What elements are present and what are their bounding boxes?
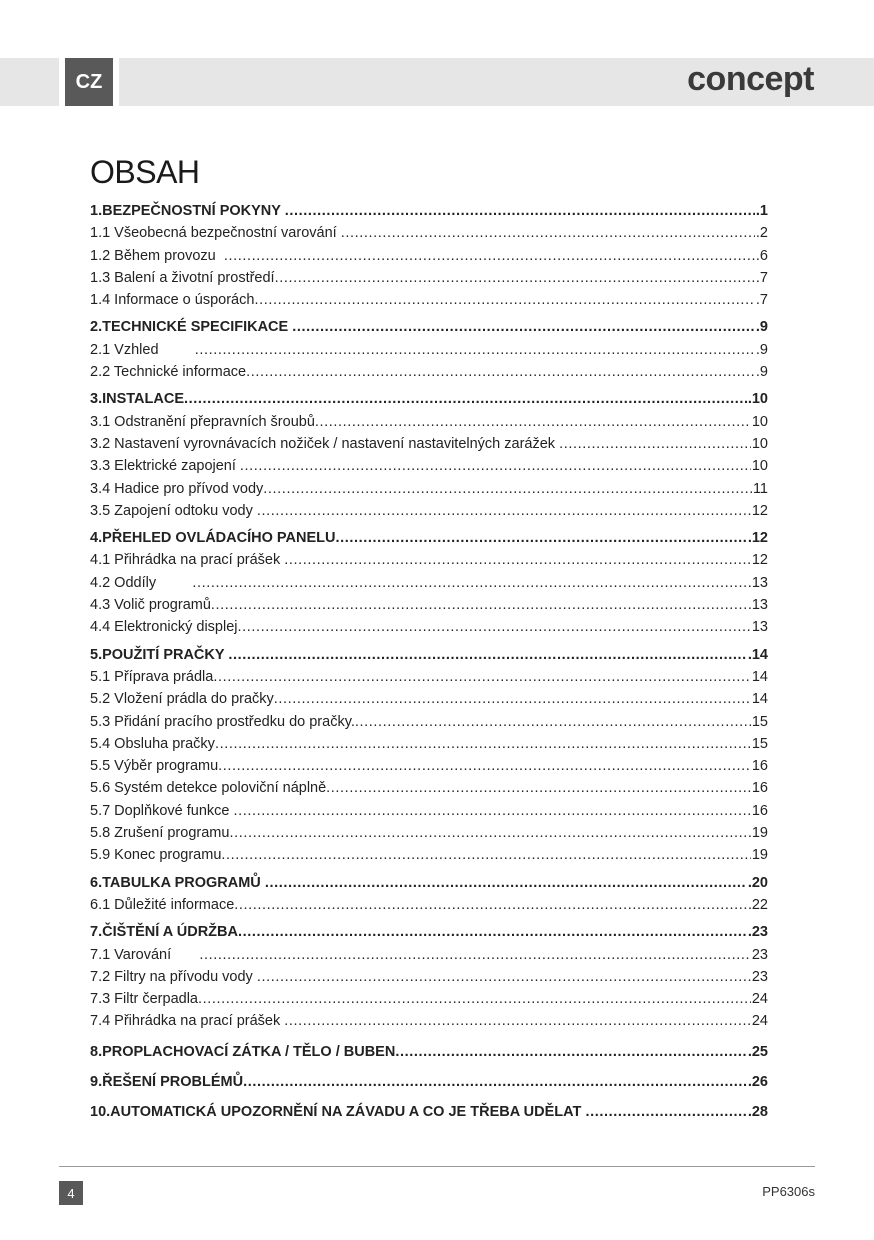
toc-label: 4.PŘEHLED OVLÁDACÍHO PANELU (90, 530, 336, 547)
toc-entry[interactable] (90, 800, 768, 822)
toc-label: 5.2 Vložení prádla do pračky (90, 691, 274, 708)
toc-leader-dots (292, 316, 755, 338)
toc-label: 2.2 Technické informace (90, 364, 247, 381)
toc-label: 5.3 Přidání pracího prostředku do pračky. (90, 713, 355, 730)
toc-leader-dots (284, 1010, 751, 1032)
toc-entry[interactable] (90, 688, 768, 710)
toc-page-number: 16 (751, 802, 768, 819)
toc-leader-dots (246, 361, 755, 383)
toc-leader-dots (285, 200, 755, 222)
toc-page-number: 16 (751, 780, 768, 797)
toc-entry[interactable] (90, 267, 768, 289)
toc-label: 3.1 Odstranění přepravních šroubů (90, 413, 315, 430)
toc-page-number: .20 (747, 874, 768, 891)
toc-entry[interactable] (90, 944, 768, 966)
toc-entry[interactable] (90, 616, 768, 638)
toc-entry[interactable] (90, 455, 768, 477)
toc-label: 4.1 Přihrádka na prací prášek (90, 552, 285, 569)
toc-label: 1.3 Balení a životní prostředí (90, 269, 275, 286)
toc-entry[interactable] (90, 733, 768, 755)
toc-page-number: 11 (752, 480, 768, 497)
toc-page-number: .12 (747, 530, 768, 547)
toc-page-number: 12 (751, 552, 768, 569)
toc-page-number: .25 (747, 1043, 768, 1060)
model-number: PP6306s (762, 1184, 815, 1199)
toc-label: 5.8 Zrušení programu (90, 825, 230, 842)
toc-leader-dots (215, 733, 751, 755)
toc-page-number: 15 (751, 735, 768, 752)
toc-leader-dots (192, 572, 751, 594)
toc-label: 9.ŘEŠENÍ PROBLÉMŮ (90, 1073, 244, 1090)
toc-section[interactable] (90, 921, 768, 943)
toc-page-number: 24 (751, 1013, 768, 1030)
toc-leader-dots (184, 388, 747, 410)
footer-divider (59, 1166, 815, 1167)
toc-leader-dots (221, 844, 750, 866)
toc-leader-dots (224, 245, 755, 267)
toc-page-number: 23 (751, 946, 768, 963)
toc-entry[interactable] (90, 289, 768, 311)
toc-page-number: .7 (755, 292, 768, 309)
toc-entry[interactable] (90, 549, 768, 571)
toc-leader-dots (211, 594, 751, 616)
toc-section[interactable] (90, 1041, 768, 1063)
table-of-contents (90, 200, 768, 1124)
toc-label: 5.5 Výběr programu (90, 758, 219, 775)
toc-section[interactable] (90, 1101, 768, 1123)
toc-label: 3.4 Hadice pro přívod vody (90, 480, 264, 497)
toc-label: 4.2 Oddíly (90, 574, 193, 591)
toc-leader-dots (275, 267, 755, 289)
toc-section[interactable] (90, 527, 768, 549)
toc-label: 5.1 Příprava prádla (90, 668, 214, 685)
toc-page-number: 10 (751, 413, 768, 430)
toc-entry[interactable] (90, 361, 768, 383)
toc-leader-dots (284, 549, 751, 571)
toc-label: 4.3 Volič programů (90, 597, 211, 614)
toc-label: 2.TECHNICKÉ SPECIFIKACE (90, 319, 293, 336)
toc-entry[interactable] (90, 572, 768, 594)
toc-leader-dots (238, 616, 751, 638)
toc-leader-dots (265, 872, 747, 894)
toc-label: 7.4 Přihrádka na prací prášek (90, 1013, 285, 1030)
toc-label: 1.BEZPEČNOSTNÍ POKYNY (90, 203, 285, 219)
toc-label: 5.7 Doplňkové funkce (90, 802, 234, 819)
toc-label: 5.POUŽITÍ PRAČKY (90, 646, 229, 663)
toc-label: 2.1 Vzhled (90, 341, 195, 358)
toc-page-number: 15 (751, 713, 768, 730)
toc-entry[interactable] (90, 894, 768, 916)
toc-leader-dots (585, 1101, 746, 1123)
toc-label: 3.5 Zapojení odtoku vody (90, 502, 257, 519)
toc-page-number: 23 (751, 968, 768, 985)
toc-leader-dots (213, 666, 751, 688)
toc-entry[interactable] (90, 777, 768, 799)
toc-page-number: 12 (751, 502, 768, 519)
toc-page-number: .9 (755, 364, 768, 381)
toc-page-number: .9 (755, 319, 768, 336)
toc-section[interactable] (90, 200, 768, 222)
toc-entry[interactable] (90, 478, 768, 500)
toc-leader-dots (228, 644, 747, 666)
toc-leader-dots (254, 289, 754, 311)
toc-leader-dots (218, 755, 751, 777)
toc-leader-dots (240, 455, 751, 477)
toc-page-number: 10 (751, 458, 768, 475)
toc-label: 3.2 Nastavení vyrovnávacích nožiček / nastavení nastavitelných zarážek (90, 435, 560, 452)
toc-label: 1.1 Všeobecná bezpečnostní varování (90, 225, 341, 242)
toc-entry[interactable] (90, 433, 768, 455)
toc-page-number: .23 (747, 924, 768, 941)
toc-page-number: .28 (747, 1104, 768, 1121)
toc-section[interactable] (90, 872, 768, 894)
toc-label: 6.1 Důležité informace (90, 896, 235, 913)
toc-label: 1.2 Během provozu (90, 247, 224, 264)
toc-leader-dots (263, 478, 752, 500)
toc-label: 7.2 Filtry na přívodu vody (90, 968, 257, 985)
toc-label: 3.INSTALACE (90, 391, 184, 408)
toc-page-number: 16 (751, 758, 768, 775)
brand-logo: concept (687, 60, 814, 98)
toc-leader-dots (199, 944, 751, 966)
toc-leader-dots (274, 688, 751, 710)
page-number: 4 (59, 1181, 83, 1205)
toc-leader-dots (315, 411, 751, 433)
toc-page-number: 10 (751, 435, 768, 452)
toc-entry[interactable] (90, 500, 768, 522)
toc-page-number: 13 (751, 597, 768, 614)
toc-entry[interactable] (90, 411, 768, 433)
toc-leader-dots (229, 822, 750, 844)
toc-page-number: 13 (751, 619, 768, 636)
toc-page-number: .1 (755, 203, 768, 219)
toc-label: 7.3 Filtr čerpadla (90, 991, 198, 1008)
toc-label: 5.4 Obsluha pračky (90, 735, 215, 752)
toc-entry[interactable] (90, 755, 768, 777)
toc-leader-dots (195, 339, 755, 361)
toc-leader-dots (238, 921, 747, 943)
toc-page-number: 22 (751, 896, 768, 913)
toc-page-number: 19 (751, 825, 768, 842)
toc-leader-dots (243, 1071, 747, 1093)
toc-leader-dots (326, 777, 751, 799)
toc-label: 5.6 Systém detekce poloviční náplně (90, 780, 327, 797)
toc-entry[interactable] (90, 822, 768, 844)
toc-label: 8.PROPLACHOVACÍ ZÁTKA / TĚLO / BUBEN (90, 1043, 396, 1060)
toc-leader-dots (341, 222, 755, 244)
toc-entry[interactable] (90, 245, 768, 267)
toc-entry[interactable] (90, 594, 768, 616)
toc-label: 7.ČIŠTĚNÍ A ÚDRŽBA (90, 924, 238, 941)
toc-leader-dots (355, 711, 751, 733)
toc-page-number: .26 (747, 1073, 768, 1090)
toc-leader-dots (234, 894, 751, 916)
toc-section[interactable] (90, 644, 768, 666)
toc-entry[interactable] (90, 966, 768, 988)
toc-leader-dots (257, 966, 751, 988)
toc-page-number: 14 (751, 691, 768, 708)
toc-leader-dots (395, 1041, 747, 1063)
toc-page-number: .6 (755, 247, 768, 264)
toc-entry[interactable] (90, 339, 768, 361)
toc-label: 6.TABULKA PROGRAMŮ (90, 874, 265, 891)
toc-page-number: 19 (751, 847, 768, 864)
toc-entry[interactable] (90, 844, 768, 866)
toc-page-number: .14 (747, 646, 768, 663)
toc-page-number: .9 (755, 341, 768, 358)
toc-entry[interactable] (90, 711, 768, 733)
toc-section[interactable] (90, 1071, 768, 1093)
toc-page-number: .7 (755, 269, 768, 286)
toc-label: 3.3 Elektrické zapojení (90, 458, 240, 475)
toc-label: 10.AUTOMATICKÁ UPOZORNĚNÍ NA ZÁVADU A CO JE TŘEBA UDĚLAT (90, 1104, 586, 1121)
toc-page-number: 24 (751, 991, 768, 1008)
toc-page-number: 13 (751, 574, 768, 591)
toc-label: 7.1 Varování (90, 946, 200, 963)
toc-label: 1.4 Informace o úsporách (90, 292, 255, 309)
toc-page-number: .10 (747, 391, 768, 408)
toc-entry[interactable] (90, 666, 768, 688)
toc-leader-dots (233, 800, 750, 822)
toc-entry[interactable] (90, 1010, 768, 1032)
toc-page-number: .2 (755, 225, 768, 242)
toc-entry[interactable] (90, 988, 768, 1010)
toc-leader-dots (335, 527, 746, 549)
language-badge: CZ (65, 58, 113, 106)
toc-label: 4.4 Elektronický displej (90, 619, 238, 636)
toc-page-number: 14 (751, 668, 768, 685)
toc-label: 5.9 Konec programu (90, 847, 222, 864)
toc-section[interactable] (90, 316, 768, 338)
toc-section[interactable] (90, 388, 768, 410)
toc-leader-dots (198, 988, 751, 1010)
page-title: OBSAH (90, 154, 200, 190)
toc-leader-dots (257, 500, 751, 522)
toc-entry[interactable] (90, 222, 768, 244)
toc-leader-dots (559, 433, 751, 455)
